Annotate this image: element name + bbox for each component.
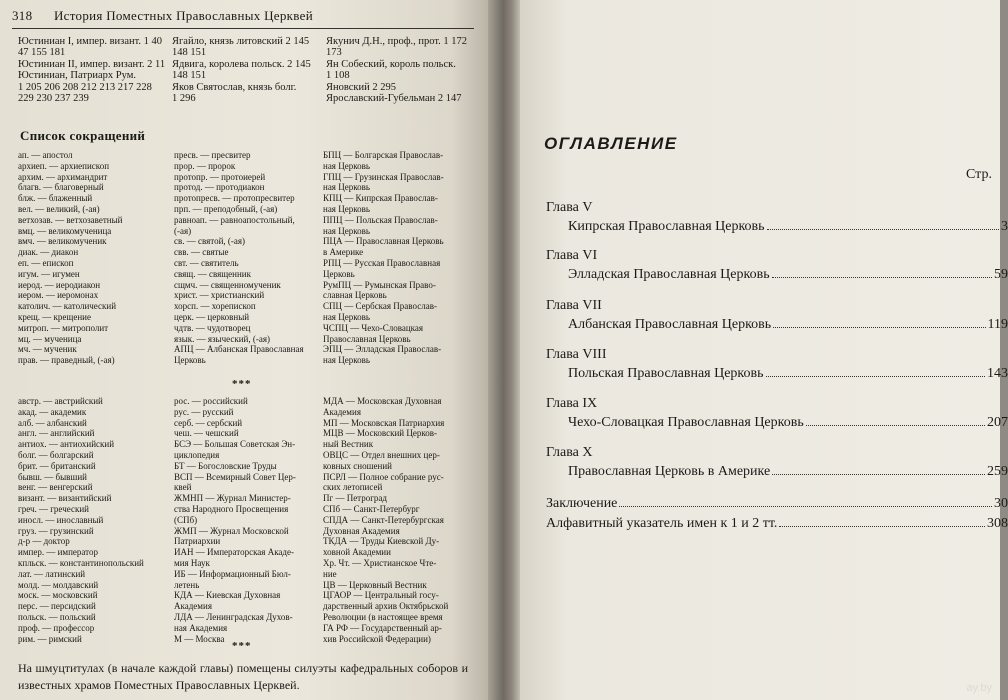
abbr-line: РумПЦ — Румынская Право- xyxy=(323,279,436,290)
abbr-line: пресв. — пресвитер xyxy=(174,150,251,160)
abbr-line: Духовная Академия xyxy=(323,525,400,536)
abbr-line: ПСРЛ — Полное собрание рус- xyxy=(323,471,444,482)
abbr-line: католич. — католический xyxy=(18,301,117,312)
abbr-line: дарственный архив Октябрьской xyxy=(323,601,449,612)
abbr-line: МП — Московская Патриархия xyxy=(323,417,445,428)
abbr-line: ППЦ — Польская Православ- xyxy=(323,214,438,225)
abbr-line: кпльск. — константинопольский xyxy=(18,557,144,568)
abbr-line: рус. — русский xyxy=(174,406,234,417)
abbr-line: вмч. — великомученик xyxy=(18,236,107,247)
book-gutter xyxy=(488,0,522,700)
page-number: 318 xyxy=(12,8,33,23)
abbr-line: мия Наук xyxy=(174,557,210,568)
abbr-line: перс. — персидский xyxy=(18,601,96,612)
abbr-line: польск. — польский xyxy=(18,611,96,622)
abbr-line: архиеп. — архиепископ xyxy=(18,160,110,171)
abbr-line: свв. — святые xyxy=(174,247,229,258)
leader-dots xyxy=(766,376,985,377)
toc-entry-title: Чехо-Словацкая Православная Церковь xyxy=(568,415,804,430)
abbr-line: ная Церковь xyxy=(323,160,370,171)
toc-entry-page: 207 xyxy=(987,415,1008,430)
abbr-line: англ. — английский xyxy=(18,428,95,439)
abbr-line: мц. — мученица xyxy=(18,333,82,344)
abbr-line: хорсп. — хорепископ xyxy=(174,301,256,312)
toc-entry[interactable] xyxy=(568,317,1008,333)
toc-entry[interactable] xyxy=(568,415,1008,431)
abbr-line: хив Российской Федерации) xyxy=(323,633,431,644)
abbr-line: протопр. — протоиерей xyxy=(174,171,266,182)
abbr-line: иером. — иеромонах xyxy=(18,290,99,301)
abbr-line: церк. — церковный xyxy=(174,311,250,322)
abbr-line: квей xyxy=(174,482,192,493)
abbr-line: бывш. — бывший xyxy=(18,471,87,482)
abbr-line: ПЦА — Православная Церковь xyxy=(323,236,444,247)
abbr-line: БТ — Богословские Труды xyxy=(174,460,277,471)
index-line: 148 151 xyxy=(172,70,207,82)
abbr-line: КПЦ — Кипрская Православ- xyxy=(323,193,438,204)
abbr-line: ние xyxy=(323,568,337,579)
toc-entry[interactable] xyxy=(568,464,1008,480)
toc-chapter-label: Глава VII xyxy=(546,298,602,313)
abbr-line: вмц. — великомученица xyxy=(18,225,112,236)
abbr-line: сщмч. — священномученик xyxy=(174,279,281,290)
index-line: 1 108 xyxy=(326,70,350,82)
index-line: 1 296 xyxy=(172,93,196,105)
abbr-line: РПЦ — Русская Православная xyxy=(323,257,441,268)
abbr-line: (СПб) xyxy=(174,514,198,525)
index-line: 1 205 206 208 212 213 217 228 xyxy=(18,81,152,93)
watermark: ay.by xyxy=(966,682,992,694)
leader-dots xyxy=(806,425,985,426)
toc-chapter-label: Глава IX xyxy=(546,396,598,411)
abbr-list xyxy=(174,150,319,366)
abbr-line: ОВЦС — Отдел внешних цер- xyxy=(323,449,440,460)
leader-dots xyxy=(619,506,992,507)
abbr-line: игум. — игумен xyxy=(18,268,80,279)
abbr-line: чдтв. — чудотворец xyxy=(174,322,251,333)
abbr-line: свящ. — священник xyxy=(174,268,251,279)
abbr-line: ГА РФ — Государственный ар- xyxy=(323,622,442,633)
toc-chapter-label: Глава V xyxy=(546,200,593,215)
page-column-label: Стр. xyxy=(966,167,992,182)
toc-entry-title: Заключение xyxy=(546,496,618,511)
abbr-line: антиох. — антиохийский xyxy=(18,439,115,450)
abbr-line: ЖМНП — Журнал Министер- xyxy=(174,493,291,504)
abbr-line: австр. — австрийский xyxy=(18,396,103,406)
toc-entry-page: 259 xyxy=(987,464,1008,479)
abbr-line: диак. — диакон xyxy=(18,247,79,258)
abbr-line: серб. — сербский xyxy=(174,417,243,428)
abbr-line: ховной Академии xyxy=(323,547,391,558)
abbr-line: ная Церковь xyxy=(323,311,370,322)
abbr-line: славная Церковь xyxy=(323,290,387,301)
abbr-line: греч. — греческий xyxy=(18,503,89,514)
index-column-2 xyxy=(172,36,322,104)
abbr-line: МДА — Московская Духовная xyxy=(323,396,442,406)
abbr-line: СПб — Санкт-Петербург xyxy=(323,503,420,514)
toc-chapter-label: Глава X xyxy=(546,445,593,460)
toc-entry-page: 59 xyxy=(994,267,1008,282)
toc-entry-title: Православная Церковь в Америке xyxy=(568,464,771,479)
index-line: 229 230 237 239 xyxy=(18,93,89,105)
abbr-line: язык. — языческий, (-ая) xyxy=(174,333,270,344)
abbr-line: Церковь xyxy=(323,268,355,279)
abbr-line: Патриархии xyxy=(174,536,221,547)
abbr-line: ковных сношений xyxy=(323,460,392,471)
abbr-line: импер. — император xyxy=(18,547,98,558)
toc-entry-page: 3 xyxy=(1001,219,1008,234)
abbr-line: лат. — латинский xyxy=(18,568,86,579)
abbr-line: ЭПЦ — Элладская Православ- xyxy=(323,344,442,355)
abbr-line: Академия xyxy=(323,406,361,417)
abbr-line: Академия xyxy=(174,601,212,612)
abbr-line: моск. — московский xyxy=(18,590,98,601)
abbr-line: Православная Церковь xyxy=(323,333,411,344)
abbr-line: ЧСПЦ — Чехо-Словацкая xyxy=(323,322,424,333)
abbr-line: молд. — молдавский xyxy=(18,579,99,590)
leader-dots xyxy=(779,526,985,527)
running-head xyxy=(12,8,472,24)
abbr-line: митроп. — митрополит xyxy=(18,322,109,333)
abbr-line: брит. — британский xyxy=(18,460,96,471)
abbr-list xyxy=(323,150,473,366)
toc-entry-title: Польская Православная Церковь xyxy=(568,366,764,381)
toc-entry-page: 119 xyxy=(987,317,1008,332)
abbr-line: Революции (в настоящее время xyxy=(323,611,443,622)
abbr-line: св. — святой, (-ая) xyxy=(174,236,246,247)
abbr-line: груз. — грузинский xyxy=(18,525,94,536)
abbr-line: свт. — святитель xyxy=(174,257,239,268)
abbr-line: прав. — праведный, (-ая) xyxy=(18,355,115,366)
leader-dots xyxy=(772,277,992,278)
abbr-line: ЖМП — Журнал Московской xyxy=(174,525,289,536)
abbr-line: болг. — болгарский xyxy=(18,449,94,460)
index-line: Ядвига, королева польск. 2 145 xyxy=(172,58,311,70)
abbr-line: Церковь xyxy=(174,355,206,366)
abbr-line: АПЦ — Албанская Православная xyxy=(174,344,304,355)
left-page xyxy=(0,0,490,700)
abbr-line: СПЦ — Сербская Православ- xyxy=(323,301,437,312)
running-head-rule xyxy=(12,28,474,29)
index-line: Юстиниан, Патриарх Рум. xyxy=(18,70,136,82)
toc-chapter-label: Глава VI xyxy=(546,248,598,263)
leader-dots xyxy=(773,327,985,328)
abbr-line: М — Москва xyxy=(174,633,225,644)
abbr-line: ная Церковь xyxy=(323,182,370,193)
abbr-line: ЛДА — Ленинградская Духов- xyxy=(174,611,293,622)
abbr-line: прор. — пророк xyxy=(174,160,236,171)
abbr-line: христ. — христианский xyxy=(174,290,265,301)
abbr-line: благв. — благоверный xyxy=(18,182,104,193)
abbr-list xyxy=(18,150,168,366)
abbr-line: ТКДА — Труды Киевской Ду- xyxy=(323,536,440,547)
leader-dots xyxy=(772,474,985,475)
abbreviations-heading: Список сокращений xyxy=(20,128,146,143)
abbr-line: протод. — протодиакон xyxy=(174,182,265,193)
abbr-line: ная Церковь xyxy=(323,225,370,236)
abbr-line: Пг — Петроград xyxy=(323,493,387,504)
toc-entry[interactable] xyxy=(568,219,1008,235)
abbr-line: ИАН — Императорская Акаде- xyxy=(174,547,294,558)
abbr-line: чеш. — чешский xyxy=(174,428,239,439)
abbr-line: ветхозав. — ветхозаветный xyxy=(18,214,123,225)
abbr-line: Хр. Чт. — Христианское Чте- xyxy=(323,557,437,568)
abbr-line: мч. — мученик xyxy=(18,344,77,355)
abbr-line: ный Вестник xyxy=(323,439,374,450)
abbr-line: ап. — апостол xyxy=(18,150,73,160)
abbr-line: проф. — профессор xyxy=(18,622,95,633)
index-column-3 xyxy=(326,36,476,104)
abbr-line: ная Церковь xyxy=(323,203,370,214)
abbr-line: СПДА — Санкт-Петербургская xyxy=(323,514,444,525)
toc-entry[interactable] xyxy=(568,267,1008,283)
abbr-line: акад. — академик xyxy=(18,406,87,417)
section-separator: *** xyxy=(232,640,252,652)
abbr-line: иносл. — инославный xyxy=(18,514,104,525)
abbr-line: крещ. — крещение xyxy=(18,311,91,322)
toc-entry-title: Алфавитный указатель имен к 1 и 2 тт. xyxy=(546,516,778,531)
toc-entry-title: Элладская Православная Церковь xyxy=(568,267,770,282)
abbr-line: ЦВ — Церковный Вестник xyxy=(323,579,427,590)
abbr-list xyxy=(18,396,168,644)
abbr-line: летень xyxy=(174,579,200,590)
section-separator: *** xyxy=(232,378,252,390)
right-page xyxy=(520,0,1008,700)
abbr-line: вел. — великий, (-ая) xyxy=(18,203,100,214)
footnote: На шмуцтитулах (в начале каждой главы) помещены силуэты кафедральных соборов и известных храмов Поместных Православных Церквей. xyxy=(18,661,468,692)
index-line: Ягайло, князь литовский 2 145 xyxy=(172,36,310,47)
toc-entry[interactable] xyxy=(568,366,1008,382)
abbr-line: протопресв. — протопресвитер xyxy=(174,193,295,204)
abbr-line: ГПЦ — Грузинская Православ- xyxy=(323,171,444,182)
abbr-line: ЦГАОР — Центральный госу- xyxy=(323,590,439,601)
abbr-line: д-р — доктор xyxy=(18,536,70,547)
abbr-list xyxy=(174,396,322,644)
abbr-line: равноап. — равноапостольный, xyxy=(174,214,295,225)
index-line: Яновский 2 295 xyxy=(326,81,397,93)
abbr-line: еп. — епископ xyxy=(18,257,74,268)
abbr-line: венг. — венгерский xyxy=(18,482,93,493)
abbr-line: ских летописей xyxy=(323,482,383,493)
toc-entry-page: 143 xyxy=(987,366,1008,381)
abbr-line: ИБ — Информационный Бюл- xyxy=(174,568,291,579)
leader-dots xyxy=(767,229,999,230)
toc-entry-page: 30 xyxy=(994,496,1008,511)
running-head-title: История Поместных Православных Церквей xyxy=(53,8,313,23)
abbr-line: рим. — римский xyxy=(18,633,82,644)
abbr-line: КДА — Киевская Духовная xyxy=(174,590,281,601)
index-line: Юстиниан I, импер. визант. 1 40 xyxy=(18,36,163,47)
abbr-line: алб. — албанский xyxy=(18,417,87,428)
abbr-list xyxy=(323,396,473,644)
toc-entry[interactable] xyxy=(546,496,1008,512)
index-line: Ян Собеский, король польск. xyxy=(326,58,456,70)
abbr-line: БПЦ — Болгарская Православ- xyxy=(323,150,444,160)
index-line: 173 xyxy=(326,47,342,59)
abbr-line: ВСП — Всемирный Совет Цер- xyxy=(174,471,296,482)
abbr-line: прп. — преподобный, (-ая) xyxy=(174,203,278,214)
toc-entry-page: 308 xyxy=(987,516,1008,531)
index-line: Яков Святослав, князь болг. xyxy=(172,81,297,93)
abbr-line: ства Народного Просвещения xyxy=(174,503,289,514)
toc-entry-title: Албанская Православная Церковь xyxy=(568,317,772,332)
index-column-1 xyxy=(18,36,166,105)
toc-chapter-label: Глава VIII xyxy=(546,347,607,362)
abbr-line: архим. — архимандрит xyxy=(18,171,108,182)
abbr-line: БСЭ — Большая Советская Эн- xyxy=(174,439,296,450)
abbr-line: блж. — блаженный xyxy=(18,193,93,204)
abbr-line: (-ая) xyxy=(174,225,192,236)
toc-title: ОГЛАВЛЕНИЕ xyxy=(544,134,678,153)
index-line: 148 151 xyxy=(172,47,207,59)
abbr-line: ная Церковь xyxy=(323,355,370,366)
abbr-line: ная Академия xyxy=(174,622,228,633)
index-line: Якунич Д.Н., проф., прот. 1 172 xyxy=(326,36,468,47)
toc-entry-title: Кипрская Православная Церковь xyxy=(568,219,765,234)
toc-entry[interactable] xyxy=(546,516,1008,532)
abbr-line: МЦВ — Московский Церков- xyxy=(323,428,438,439)
abbr-line: циклопедия xyxy=(174,449,220,460)
abbr-line: в Америке xyxy=(323,247,364,258)
index-line: Юстиниан II, импер. визант. 2 11 xyxy=(18,58,166,70)
abbr-line: визант. — византийский xyxy=(18,493,112,504)
abbr-line: рос. — российский xyxy=(174,396,248,406)
index-line: 47 155 181 xyxy=(18,47,66,59)
abbr-line: иерод. — иеродиакон xyxy=(18,279,101,290)
index-line: Ярославский-Губельман 2 147 xyxy=(326,93,462,105)
